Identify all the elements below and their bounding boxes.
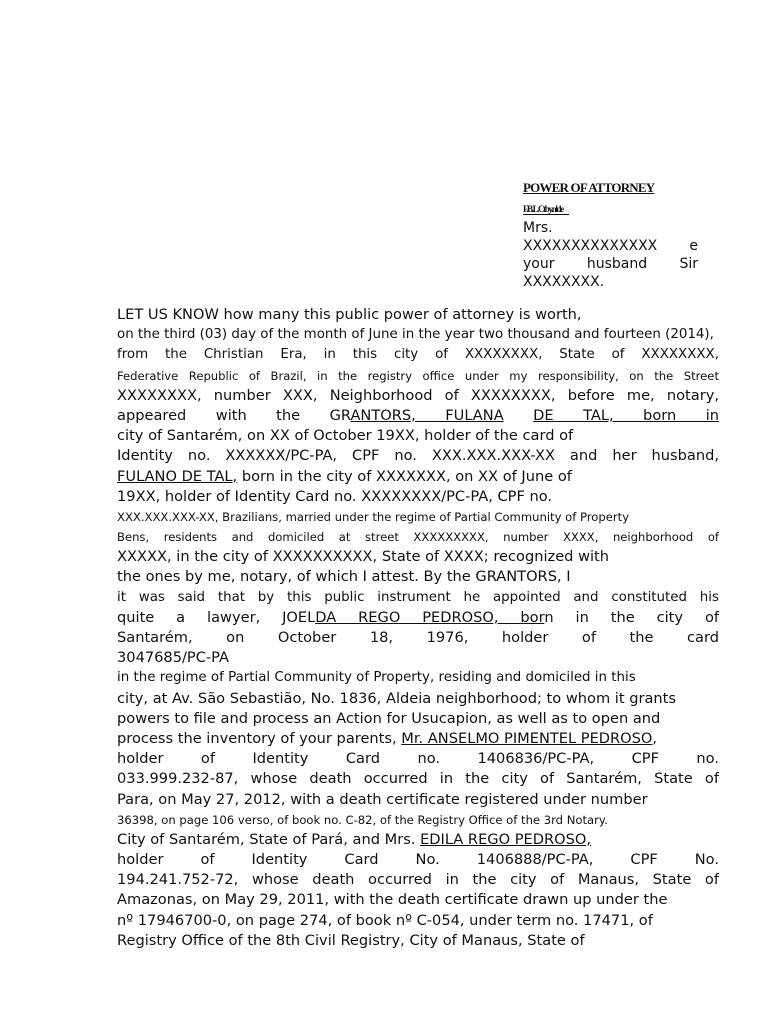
body-line: 033.999.232-87, whose death occurred in the city of Santarém, State of [117,770,719,788]
body-line: city, at Av. São Sebastião, No. 1836, Aldeia neighborhood; to whom it grants [117,689,676,707]
body-line: Para, on May 27, 2012, with a death certificate registered under number [117,790,648,808]
body-line: 194.241.752-72, whose death occurred in the city of Manaus, State of [117,871,719,889]
document-body [117,305,719,951]
body-line: Amazonas, on May 29, 2011, with the death certificate drawn up under the [117,891,668,909]
body-line: appeared with the GRANTORS, FULANA DE TAL, born in [117,406,719,424]
body-line: Registry Office of the 8th Civil Registry, City of Manaus, State of [117,931,585,949]
body-line: City of Santarém, State of Pará, and Mrs. EDILA REGO PEDROSO, [117,830,591,848]
body-line: XXXXX, in the city of XXXXXXXXXX, State of XXXX; recognized with [117,548,610,566]
body-line: powers to file and process an Action for Usucapion, as well as to open and [117,709,661,727]
body-line: process the inventory of your parents, Mr. ANSELMO PIMENTEL PEDROSO, [117,729,658,747]
body-line: XXX.XXX.XXX-XX, Brazilians, married under the regime of Partial Community of Property [117,509,630,524]
body-line: XXXXXXXX, number XXX, Neighborhood of XXXXXXXX, before me, notary, [117,386,719,404]
body-line: it was said that by this public instrument he appointed and constituted his [117,589,719,605]
body-line: city of Santarém, on XX of October 19XX, holder of the card of [117,427,574,445]
document-title: POWER OF ATTORNEY [523,180,655,195]
document-header [523,180,698,291]
body-line: 36398, on page 106 verso, of book no. C-82, of the Registry Office of the 3rd Notary. [117,812,608,827]
addressee-line: XXXXXXXXXXXXXX e [523,238,698,254]
body-line: FULANO DE TAL, born in the city of XXXXXXX, on XX of June of [117,467,572,485]
body-line: nº 17946700-0, on page 274, of book nº C-054, under term no. 17471, of [117,911,653,929]
body-line: quite a lawyer, JOELDA REGO PEDROSO, born in the city of [117,608,719,626]
body-line: holder of Identity Card No. 1406888/PC-PA, CPF No. [117,851,719,869]
body-line: on the third (03) day of the month of June in the year two thousand and fourteen (2014), [117,327,714,343]
body-line: 3047685/PC-PA [117,649,230,667]
body-line: holder of Identity Card no. 1406836/PC-PA, CPF no. [117,750,719,768]
body-line: Federative Republic of Brazil, in the registry office under my responsibility, on the Street [117,368,719,383]
body-line: Bens, residents and domiciled at street XXXXXXXXX, number XXXX, neighborhood of [117,530,719,545]
body-line: 19XX, holder of Identity Card no. XXXXXXXX/PC-PA, CPF no. [117,487,553,505]
addressee-line: Mrs. [523,220,553,236]
body-line: in the regime of Partial Community of Property, residing and domiciled in this [117,670,636,686]
document-subtitle: F.B.L.Ctby.nlde [523,204,569,215]
body-line: from the Christian Era, in this city of XXXXXXXX, State of XXXXXXXX, [117,347,719,363]
body-line: LET US KNOW how many this public power of attorney is worth, [117,306,582,323]
body-line: the ones by me, notary, of which I attest. By the GRANTORS, I [117,568,571,586]
addressee-line: your husband Sir [523,256,698,272]
addressee-line: XXXXXXXX. [523,274,605,290]
body-line: Santarém, on October 18, 1976, holder of the card [117,629,719,646]
body-line: Identity no. XXXXXX/PC-PA, CPF no. XXX.XXX.XXX-XX and her husband, [117,447,719,465]
